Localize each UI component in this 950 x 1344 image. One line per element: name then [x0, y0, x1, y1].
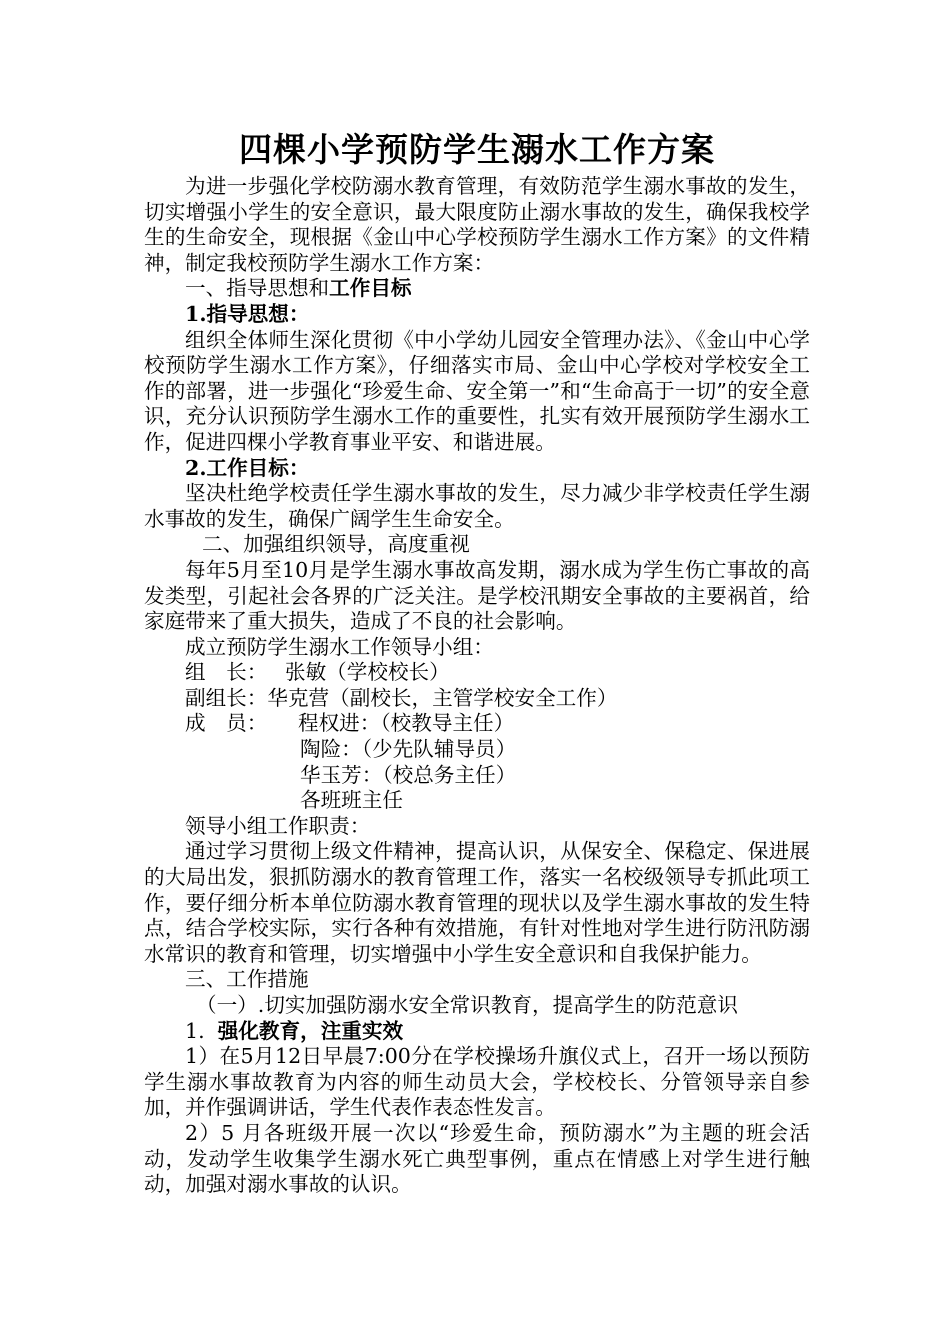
members-row	[144, 711, 810, 737]
member-item: 各班班主任	[300, 788, 403, 813]
section1-heading-plain: 一、指导思想和	[185, 276, 330, 301]
leader-label: 组 长：	[185, 660, 268, 685]
deputy-value: 华克营（副校长，主管学校安全工作）	[267, 685, 618, 710]
section3-subheading: （一）.切实加强防溺水安全常识教育，提高学生的防范意识	[196, 993, 738, 1017]
section1-heading-bold: 工作目标	[329, 276, 412, 301]
item1-paragraph-1: 1）在5月12日早晨7:00分在学校操场升旗仪式上，召开一场以预防学生溺水事故教育为内容的师生动员大会，学校校长、分管领导亲自参加，并作强调讲话，学生代表作表态性发言。	[144, 1044, 810, 1120]
section2-heading: 二、加强组织领导，高度重视	[202, 532, 470, 557]
document-page	[144, 128, 810, 1198]
intro-paragraph: 为进一步强化学校防溺水教育管理，有效防范学生溺水事故的发生，切实增强小学生的安全意识，最大限度防止溺水事故的发生，确保我校学生的生命安全，现根据《金山中心学校预防学生溺水工作方案》的文件精神，制定我校预防学生溺水工作方案：	[144, 174, 810, 275]
deputy-label: 副组长：	[185, 685, 268, 710]
work-goal-paragraph: 坚决杜绝学校责任学生溺水事故的发生，尽力减少非学校责任学生溺水事故的发生，确保广阔学生生命安全。	[144, 481, 810, 531]
member-item: 程权进：（校教导主任）	[298, 711, 515, 736]
guiding-thought-heading: 1.指导思想：	[185, 301, 310, 326]
guiding-thought-paragraph: 组织全体师生深化贯彻《中小学幼儿园安全管理办法》、《金山中心学校预防学生溺水工作方案》，仔细落实市局、金山中心学校对学校安全工作的部署，进一步强化“珍爱生命、安全第一”和“生命高于一切”的安全意识，充分认识预防学生溺水工作的重要性，扎实有效开展预防学生溺水工作，促进四棵小学教育事业平安、和谐进展。	[144, 327, 810, 454]
section3-heading: 三、工作措施	[185, 967, 309, 992]
item1-number: 1.	[185, 1018, 205, 1043]
work-goal-heading: 2.工作目标：	[185, 455, 310, 480]
member-item: 陶险：（少先队辅导员）	[300, 737, 517, 762]
duty-paragraph: 通过学习贯彻上级文件精神，提高认识，从保安全、保稳定、保进展的大局出发，狠抓防溺水的教育管理工作，落实一名校级领导专抓此项工作，要仔细分析本单位防溺水教育管理的现状以及学生溺水事故的发生特点，结合学校实际，实行各种有效措施，有针对性地对学生进行防汛防溺水常识的教育和管理，切实增强中小学生安全意识和自我保护能力。	[144, 839, 810, 966]
item1-heading	[144, 1019, 810, 1045]
document-title: 四棵小学预防学生溺水工作方案	[239, 130, 715, 169]
section2-paragraph: 每年5月至10月是学生溺水事故高发期，溺水成为学生伤亡事故的高发类型，引起社会各界的广泛关注。是学校汛期安全事故的主要祸首，给家庭带来了重大损失，造成了不良的社会影响。	[144, 557, 810, 634]
leader-row	[144, 660, 810, 686]
item1-title: 强化教育，注重实效	[217, 1018, 404, 1043]
group-intro: 成立预防学生溺水工作领导小组：	[185, 634, 494, 659]
deputy-row	[144, 686, 810, 712]
duty-heading: 领导小组工作职责：	[185, 813, 371, 838]
members-label: 成 员：	[185, 711, 268, 736]
item1-paragraph-2: 2）5 月各班级开展一次以“珍爱生命，预防溺水”为主题的班会活动，发动学生收集学生溺水死亡典型事例，重点在情感上对学生进行触动，加强对溺水事故的认识。	[144, 1120, 810, 1197]
member-item: 华玉芳：（校总务主任）	[300, 762, 517, 787]
leader-value: 张敏（学校校长）	[285, 660, 450, 685]
section1-heading	[144, 276, 810, 302]
